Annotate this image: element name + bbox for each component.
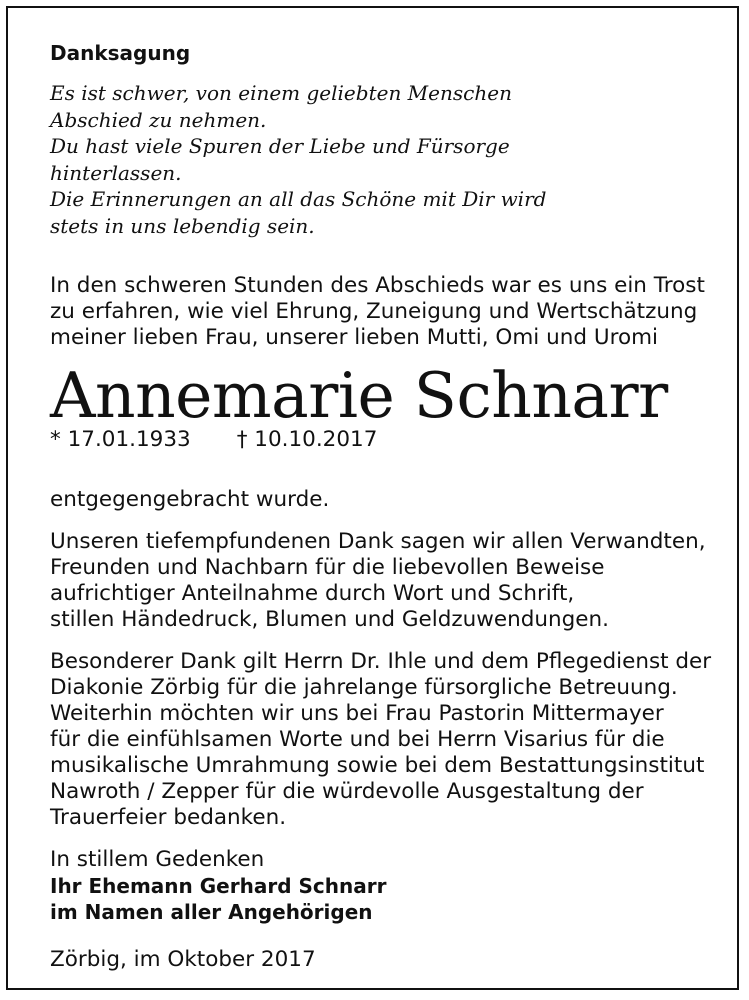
thanks-line: stillen Händedruck, Blumen und Geldzuwendungen. (50, 607, 609, 632)
after-name-line: entgegengebracht wurde. (50, 487, 330, 512)
thanks-line: für die einfühlsamen Worte und bei Herrn Visarius für die (50, 727, 665, 752)
thanks-paragraph-2 (50, 649, 720, 831)
place-date: Zörbig, im Oktober 2017 (50, 947, 316, 972)
poem-line: Die Erinnerungen an all das Schöne mit Dir wird (50, 187, 547, 211)
obituary-content (50, 40, 720, 973)
memory-line: In stillem Gedenken (50, 847, 265, 872)
birth-date: * 17.01.1933 (50, 427, 191, 452)
heading: Danksagung (50, 41, 191, 65)
thanks-line: Nawroth / Zepper für die würdevolle Ausgestaltung der (50, 779, 644, 804)
poem-line: Abschied zu nehmen. (50, 107, 267, 132)
thanks-line: Freunden und Nachbarn für die liebevollen Beweise (50, 555, 605, 580)
obituary-frame (6, 6, 739, 990)
poem-line: stets in uns lebendig sein. (50, 213, 315, 238)
poem-line: hinterlassen. (50, 160, 182, 185)
thanks-line: Diakonie Zörbig für die jahrelange fürsorgliche Betreuung. (50, 675, 678, 700)
intro-line: meiner lieben Frau, unserer lieben Mutti, Omi und Uromi (50, 325, 659, 350)
signer-line: Ihr Ehemann Gerhard Schnarr (50, 874, 387, 898)
thanks-line: musikalische Umrahmung sowie bei dem Bestattungsinstitut (50, 753, 705, 778)
death-date: † 10.10.2017 (236, 427, 378, 452)
poem-line: Es ist schwer, von einem geliebten Menschen (50, 81, 512, 105)
thanks-line: aufrichtiger Anteilnahme durch Wort und Schrift, (50, 581, 575, 606)
thanks-line: Unseren tiefempfundenen Dank sagen wir allen Verwandten, (50, 529, 706, 554)
deceased-name: Annemarie Schnarr (50, 359, 668, 432)
thanks-paragraph-1 (50, 529, 720, 633)
thanks-line: Besonderer Dank gilt Herrn Dr. Ihle und dem Pflegedienst der (50, 649, 712, 674)
thanks-line: Weiterhin möchten wir uns bei Frau Pastorin Mittermayer (50, 701, 664, 726)
poem-line: Du hast viele Spuren der Liebe und Fürsorge (50, 134, 510, 158)
intro-paragraph (50, 273, 720, 351)
thanks-line: Trauerfeier bedanken. (50, 805, 287, 830)
family-line: im Namen aller Angehörigen (50, 900, 373, 924)
intro-line: In den schweren Stunden des Abschieds war es uns ein Trost (50, 273, 705, 298)
intro-line: zu erfahren, wie viel Ehrung, Zuneigung und Wertschätzung (50, 299, 698, 324)
closing-block (50, 847, 720, 925)
poem (50, 80, 720, 239)
